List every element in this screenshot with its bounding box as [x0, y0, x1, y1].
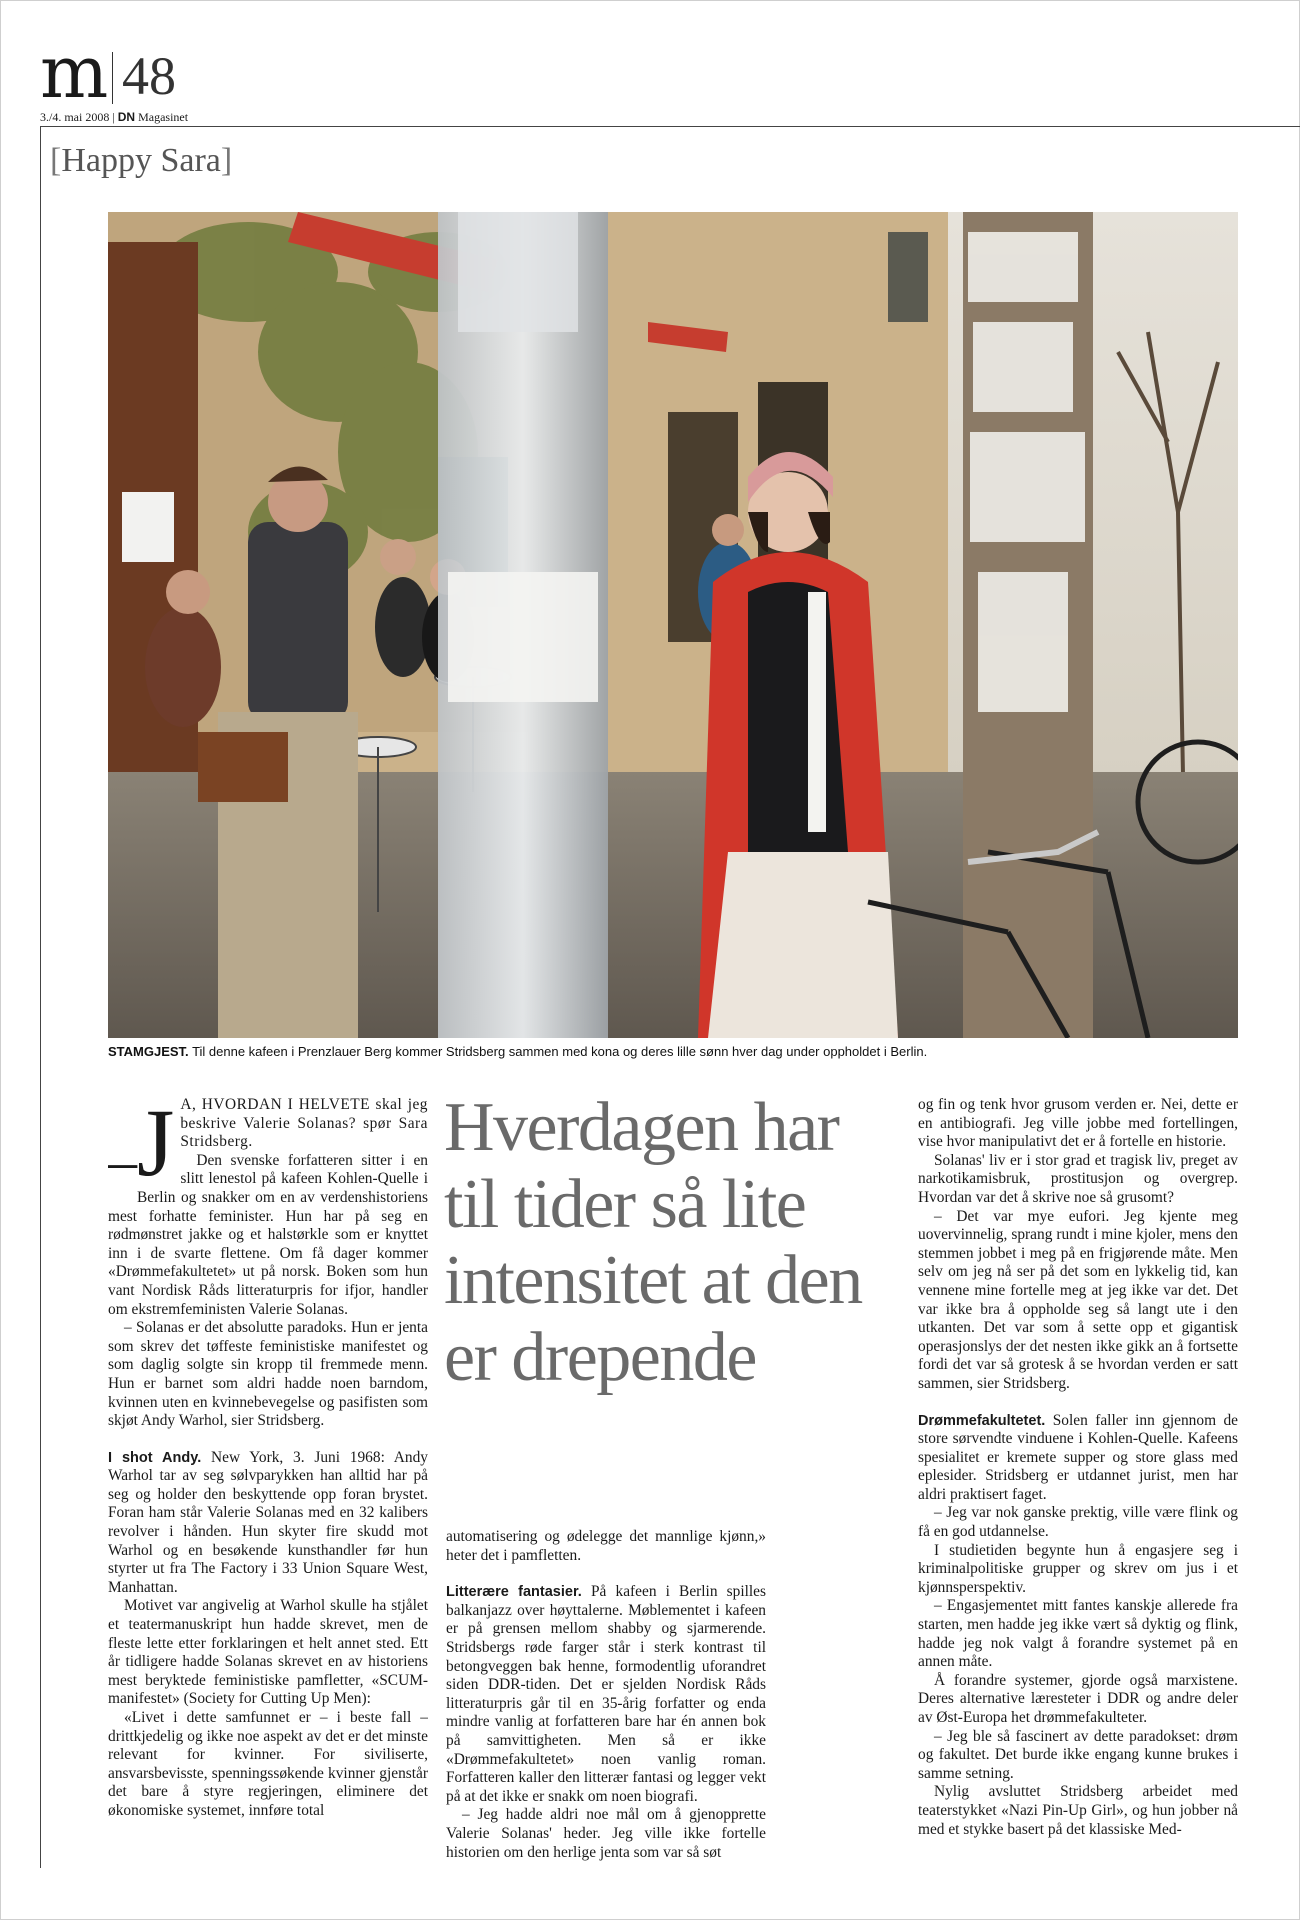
subhead: I shot Andy.: [108, 1449, 202, 1466]
dateline: [40, 110, 188, 125]
body-paragraph: automatisering og ødelegge det mannlige kjønn,» heter det i pamfletten.: [446, 1528, 766, 1564]
article-headline: Hverdagen har til tider så lite intensitet at den er drepende: [444, 1089, 862, 1396]
article-column-3: [918, 1096, 1238, 1878]
body-paragraph: – Solanas er det absolutte paradoks. Hun er jenta som skrev det tøffeste feministiske manifestet og som daglig solgte sin kropp til fremmede menn. Hun er barnet som aldri hadde noen barndom, kvinnen uten en kvinnebevegelse og pasifisten som skjøt Andy Warhol, sier Stridsberg.: [108, 1319, 428, 1430]
body-text: Solen faller inn gjennom de store sørvendte vinduene i Kohlen-Quelle. Kafeens spesialitet er kremete supper og store glass med eplesider. Stridsberg er utdannet jurist, men har aldri praktisert faget.: [918, 1411, 1238, 1503]
caption-lead: STAMGJEST.: [108, 1044, 189, 1059]
issue-date: 3./4. mai 2008: [40, 110, 110, 124]
margin-rule: [40, 126, 41, 1868]
header-rule: [40, 126, 1300, 127]
subhead-paragraph: [918, 1412, 1238, 1505]
article-photo: [108, 212, 1238, 1038]
body-paragraph: – Engasjementet mitt fantes kanskje allerede fra starten, men hadde jeg ikke vært så dyktig og flink, hadde jeg nok valgt å forandre systemet på en annen måte.: [918, 1597, 1238, 1671]
body-paragraph: Nylig avsluttet Stridsberg arbeidet med teaterstykket «Nazi Pin-Up Girl», og hun jobber nå med et stykke basert på det klassiske Med-: [918, 1783, 1238, 1838]
body-text: New York, 3. Juni 1968: Andy Warhol tar av seg sølvparykken han alltid har på seg og holder den beskyttende opp foran brystet. Foran ham står Valerie Solanas med en 32 kalibers revolver i hånden. Hun skyter fire skudd mot Warhol og en besøkende kunsthandler før hun styrter ut fra The Factory i 33 Union Square West, Manhattan.: [108, 1448, 428, 1596]
photo-illustration: [108, 212, 1238, 1038]
section-tag: [Happy Sara]: [50, 142, 233, 179]
publication-prefix: DN: [117, 110, 136, 124]
masthead-divider: [112, 52, 113, 104]
body-paragraph: I studietiden begynte hun å engasjere seg i kriminalpolitiske grupper og skrev om jus i et kjønnsperspektiv.: [918, 1541, 1238, 1596]
body-paragraph: Å forandre systemer, gjorde også marxistene. Deres alternative læresteter i DDR og andre deler av Øst-Europa het drømmefakulteter.: [918, 1671, 1238, 1726]
body-paragraph: Den svenske forfatteren sitter i en slitt lenestol på kafeen Kohlen-Quelle i Berlin og snakker om en av verdenshistoriens mest forhatte feminister. Hun har på seg en rødmønstret jakke og et halstørkle som er knyttet inn i de svarte flettene. Om få dager kommer «Drømmefakultetet» ut på norsk. Boken som hun vant Nordisk Råds litteraturpris for ifjor, handler om ekstremfeministen Valerie Solanas.: [108, 1151, 428, 1318]
photo-caption: [108, 1044, 1238, 1059]
body-paragraph: – Det var mye eufori. Jeg kjente meg uovervinnelig, sprang rundt i mine kjoler, mens den stemmen jobbet i meg på en frigjørende måte. Men selv om jeg nå ser på det som en lykkelig tid, kan vennene mine fortelle meg at jeg ikke var det. Det var ikke bra å oppholde seg så langt ute i den utkanten. Det var som å sette opp et gigantisk operasjonslys der det nesten ikke gikk an å fortsette fordi det var så grotesk å se hvordan verden er satt sammen, sier Stridsberg.: [918, 1207, 1238, 1392]
section-tag-label: Happy Sara: [61, 142, 221, 179]
body-paragraph: Solanas' liv er i stor grad et tragisk liv, preget av narkotikamisbruk, prostitusjon og overgrep. Hvordan var det å skrive noe så grusomt?: [918, 1151, 1238, 1206]
subhead: Litterære fantasier.: [446, 1584, 582, 1601]
opening-paragraph: A, HVORDAN I HELVETE skal jeg beskrive Valerie Solanas? spør Sara Stridsberg.: [180, 1096, 428, 1151]
body-paragraph: Motivet var angivelig at Warhol skulle ha stjålet et teatermanuskript hun hadde skrevet, men de fleste lette etter forklaringen et helt annet sted. Ett år tidligere hadde Solanas skrevet en av historiens mest beryktede feministiske pamfletter, «SCUM-manifestet» (Society for Cutting Up Men):: [108, 1597, 428, 1708]
publication-name: Magasinet: [138, 110, 189, 124]
article-column-1: [108, 1096, 428, 1876]
dropcap-letter: J: [137, 1096, 175, 1196]
body-paragraph: – Jeg ble så fascinert av dette paradokset: drøm og fakultet. Det burde ikke engang kunne brukes i samme setning.: [918, 1727, 1238, 1782]
magazine-logo: m: [40, 30, 105, 114]
body-paragraph: og fin og tenk hvor grusom verden er. Nei, dette er en antibiografi. Jeg ville jobbe med fortellingen, vise hvor manipulativt det er å fortelle en historie.: [918, 1096, 1238, 1151]
dropcap-dash: –: [108, 1128, 137, 1193]
dateline-divider: |: [112, 110, 118, 124]
caption-text: Til denne kafeen i Prenzlauer Berg kommer Stridsberg sammen med kona og deres lille sønn hver dag under oppholdet i Berlin.: [192, 1044, 928, 1059]
page-number: 48: [122, 46, 176, 106]
body-paragraph: – Jeg hadde aldri noe mål om å gjenopprette Valerie Solanas' heder. Jeg ville ikke fortelle historien om den herlige jenta som var så søt: [446, 1806, 766, 1861]
subhead-paragraph: [446, 1583, 766, 1806]
body-text: På kafeen i Berlin spilles balkanjazz over høyttalerne. Møblementet i kafeen er på grensen mellom shabby og sjarmerende. Stridsbergs røde farger står i sterk kontrast til betongveggen bak henne, formodentlig uforandret siden DDR-tiden. Det er sjelden Nordisk Råds litteraturpris går til en 35-årig forfatter og enda mindre vanlig at forfatteren bare har én annen bok på samvittigheten. Men så er ikke «Drømmefakultetet» noen vanlig roman. Forfatteren kaller den litterær fantasi og legger vekt på at det ikke er snakk om noen biografi.: [446, 1583, 766, 1805]
body-paragraph: – Jeg var nok ganske prektig, ville være flink og få en god utdannelse.: [918, 1504, 1238, 1541]
article-column-2: [446, 1528, 766, 1878]
subhead: Drømmefakultetet.: [918, 1412, 1046, 1429]
body-paragraph: «Livet i dette samfunnet er – i beste fall – drittkjedelig og ikke noe aspekt av det er det minste relevant for kvinner. For siviliserte, ansvarsbevisste, spenningssøkende kvinner gjenstår det bare å styre regjeringen, eliminere det økonomiske systemet, innføre total: [108, 1709, 428, 1819]
subhead-paragraph: [108, 1449, 428, 1598]
